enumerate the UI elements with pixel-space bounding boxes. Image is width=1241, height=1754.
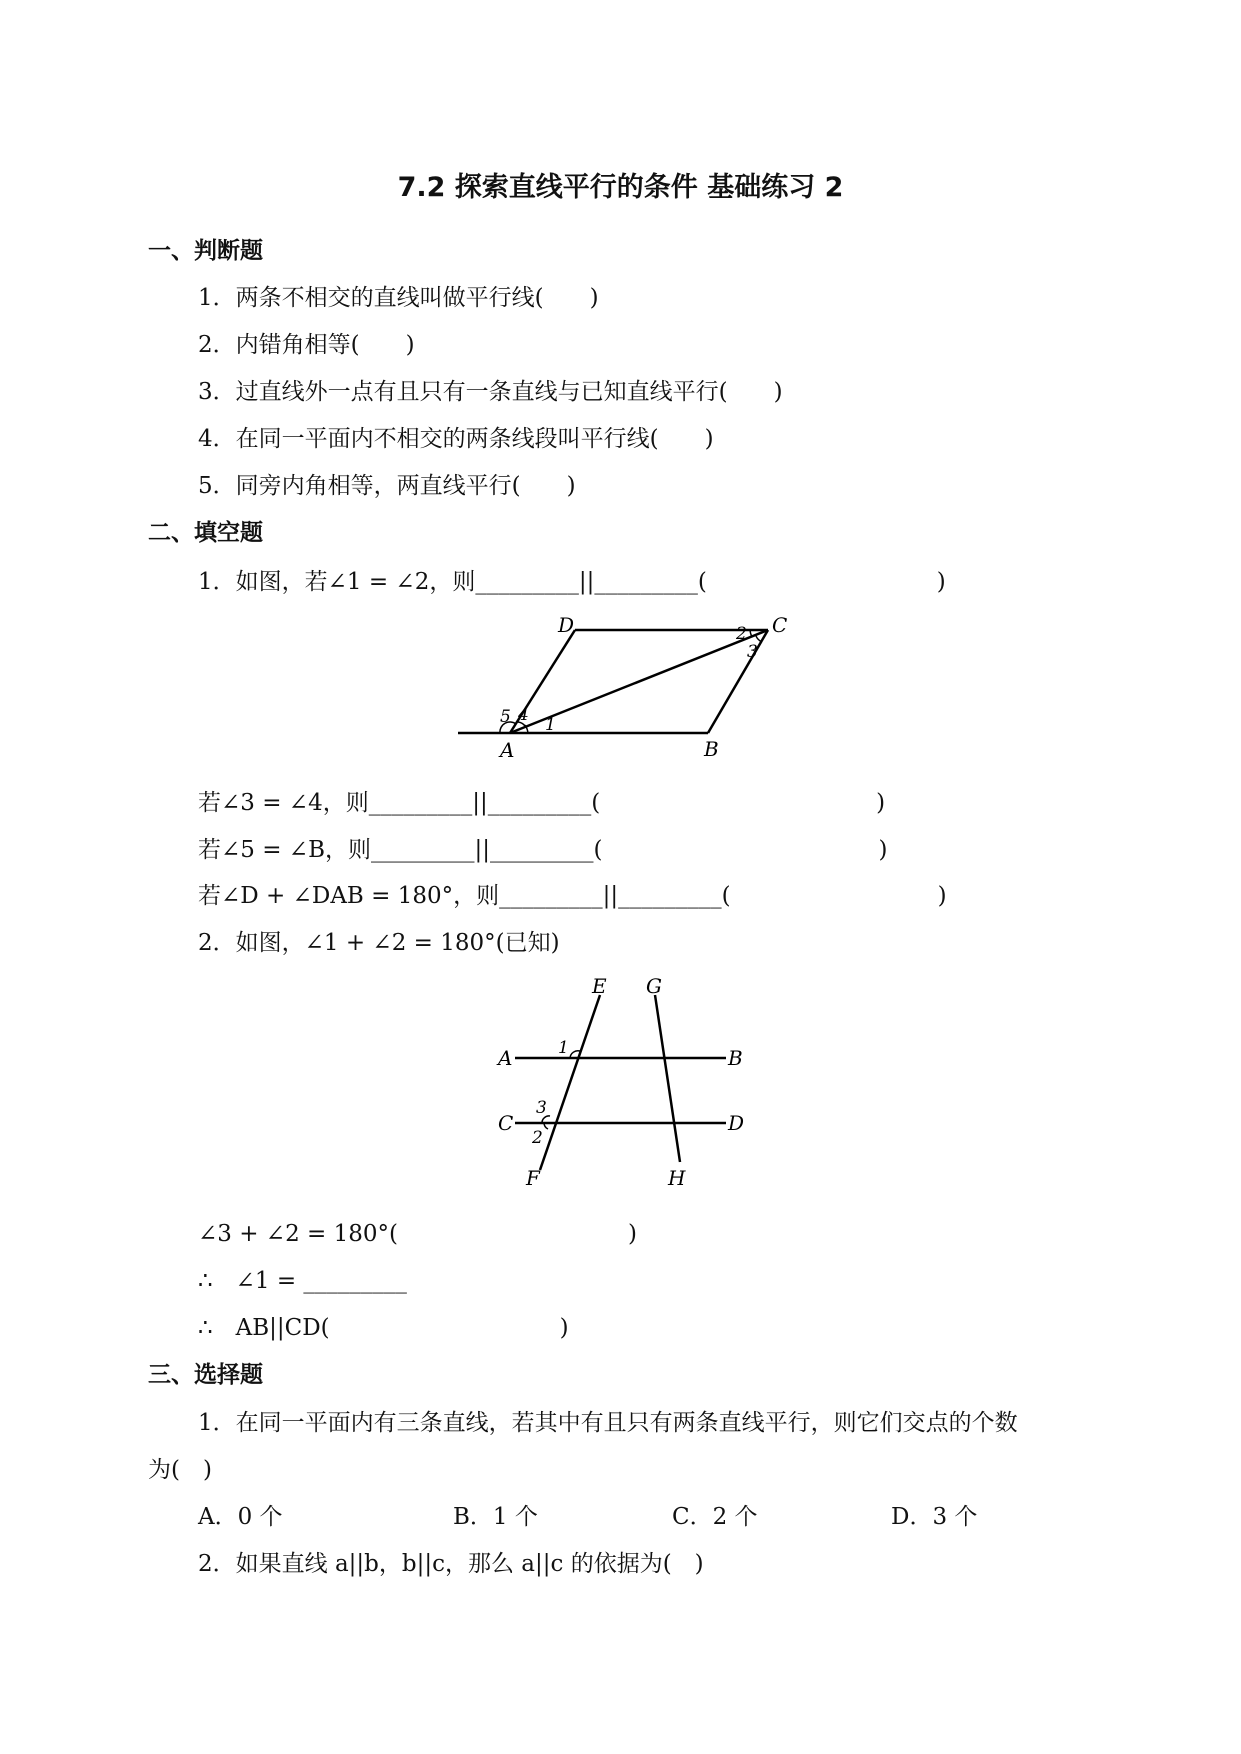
fill-q1-line-2: 若∠5 = ∠B，则_________||_________( ) bbox=[198, 837, 888, 863]
fill-q1-line-3: 若∠D + ∠DAB = 180°，则_________||_________( ) bbox=[198, 883, 947, 909]
fig2-label-C: C bbox=[498, 1111, 514, 1135]
fig2-angle-3: 3 bbox=[536, 1098, 547, 1118]
choice-q1-line-2: 为( ) bbox=[148, 1457, 212, 1483]
fig1-label-D: D bbox=[558, 613, 575, 637]
judge-item-2: 2．内错角相等( ) bbox=[198, 332, 415, 358]
fig1-label-B: B bbox=[704, 737, 719, 761]
fig2-label-A: A bbox=[498, 1046, 513, 1070]
fig1-label-A: A bbox=[500, 738, 515, 762]
fill-q1-text: 1．如图，若∠1 = ∠2，则_________||_________( ) bbox=[198, 569, 946, 595]
section-heading-choice: 三、选择题 bbox=[148, 1362, 263, 1388]
fig2-angle-2: 2 bbox=[532, 1128, 543, 1148]
section-heading-judge: 一、判断题 bbox=[148, 238, 263, 264]
fig2-angle-1: 1 bbox=[558, 1038, 569, 1058]
fig1-label-C: C bbox=[772, 613, 788, 637]
fig1-angle-1: 1 bbox=[545, 715, 556, 735]
fig2-label-E: E bbox=[592, 975, 607, 998]
fig1-angle-3: 3 bbox=[747, 642, 758, 662]
fill-q2-line-2: ∴ ∠1 = _________ bbox=[198, 1268, 407, 1294]
page-title: 7.2 探索直线平行的条件 基础练习 2 bbox=[397, 172, 844, 203]
fill-q2-line-3: ∴ AB||CD( ) bbox=[198, 1315, 569, 1341]
fig1-angle-5: 5 bbox=[500, 707, 511, 727]
fig1-angle-2: 2 bbox=[736, 624, 747, 644]
fig2-label-H: H bbox=[668, 1166, 686, 1190]
choice-q1-option-b: B．1 个 bbox=[453, 1504, 538, 1530]
fig2-label-D: D bbox=[728, 1111, 745, 1135]
choice-q1-option-a: A．0 个 bbox=[198, 1504, 283, 1530]
judge-item-4: 4．在同一平面内不相交的两条线段叫平行线( ) bbox=[198, 426, 714, 452]
fig1-angle-4: 4 bbox=[518, 705, 529, 725]
judge-item-5: 5．同旁内角相等，两直线平行( ) bbox=[198, 473, 576, 499]
section-heading-fill: 二、填空题 bbox=[148, 520, 263, 546]
fill-q2-line-1: ∠3 + ∠2 = 180°( ) bbox=[198, 1221, 637, 1247]
choice-q1-option-c: C．2 个 bbox=[672, 1504, 758, 1530]
fig2-label-B: B bbox=[728, 1046, 743, 1070]
fill-q1-line-1: 若∠3 = ∠4，则_________||_________( ) bbox=[198, 790, 886, 816]
judge-item-1: 1．两条不相交的直线叫做平行线( ) bbox=[198, 285, 599, 311]
transversal-figure bbox=[490, 975, 760, 1190]
parallelogram-figure bbox=[450, 612, 800, 762]
choice-q2-text: 2．如果直线 a||b，b||c，那么 a||c 的依据为( ) bbox=[198, 1551, 704, 1577]
choice-q1-line-1: 1．在同一平面内有三条直线，若其中有且只有两条直线平行，则它们交点的个数 bbox=[198, 1410, 1018, 1436]
fill-q2-text: 2．如图，∠1 + ∠2 = 180°(已知) bbox=[198, 930, 560, 956]
choice-q1-option-d: D．3 个 bbox=[891, 1504, 978, 1530]
judge-item-3: 3．过直线外一点有且只有一条直线与已知直线平行( ) bbox=[198, 379, 783, 405]
fig2-label-F: F bbox=[526, 1166, 540, 1190]
fig2-label-G: G bbox=[646, 975, 662, 998]
